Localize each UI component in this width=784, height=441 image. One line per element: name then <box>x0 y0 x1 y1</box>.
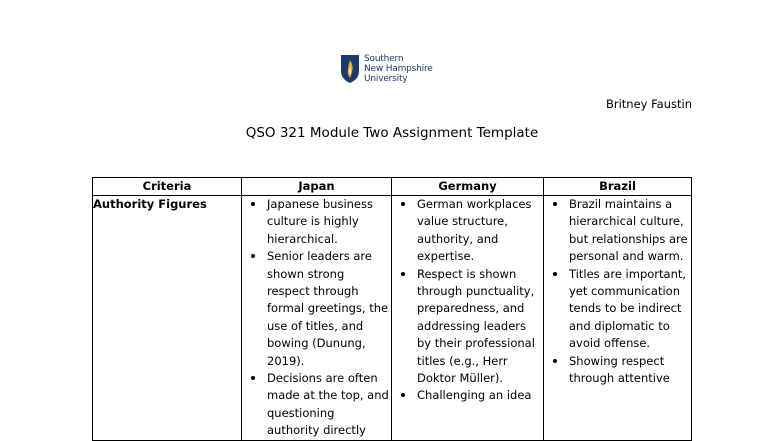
list-item: Showing respect through attentive <box>544 353 691 388</box>
list-item: Decisions are often made at the top, and questioning authority directly <box>242 370 391 440</box>
document-title: QSO 321 Module Two Assignment Template <box>245 125 539 141</box>
list-item: Brazil maintains a hierarchical culture, but relationships are personal and warm. <box>544 196 691 266</box>
list-item: Senior leaders are shown strong respect through formal greetings, the use of titles, and bowing (Dunung, 2019). <box>242 248 391 370</box>
japan-cell <box>242 196 392 441</box>
logo-line-2: New Hampshire <box>364 64 433 74</box>
list-item: Challenging an idea <box>392 387 543 404</box>
germany-cell <box>392 196 544 441</box>
shield-flame-icon <box>340 54 360 84</box>
list-item: German workplaces value structure, authority, and expertise. <box>392 196 543 266</box>
author-name: Britney Faustin <box>605 97 692 111</box>
university-logo <box>340 54 433 84</box>
brazil-cell <box>544 196 692 441</box>
list-item: Japanese business culture is highly hierarchical. <box>242 196 391 248</box>
list-item: Titles are important, yet communication tends to be indirect and diplomatic to avoid offense. <box>544 266 691 353</box>
table-header-row <box>93 178 692 196</box>
logo-wordmark <box>364 54 433 84</box>
header-japan: Japan <box>242 178 392 196</box>
criterion-cell: Authority Figures <box>93 196 242 441</box>
list-item: Respect is shown through punctuality, preparedness, and addressing leaders by their professional titles (e.g., Herr Doktor Müller). <box>392 266 543 388</box>
comparison-table <box>92 177 692 441</box>
header-germany: Germany <box>392 178 544 196</box>
logo-line-1: Southern <box>364 54 404 64</box>
logo-line-3: University <box>364 74 408 84</box>
header-brazil: Brazil <box>544 178 692 196</box>
header-criteria: Criteria <box>93 178 242 196</box>
table-row <box>93 196 692 441</box>
